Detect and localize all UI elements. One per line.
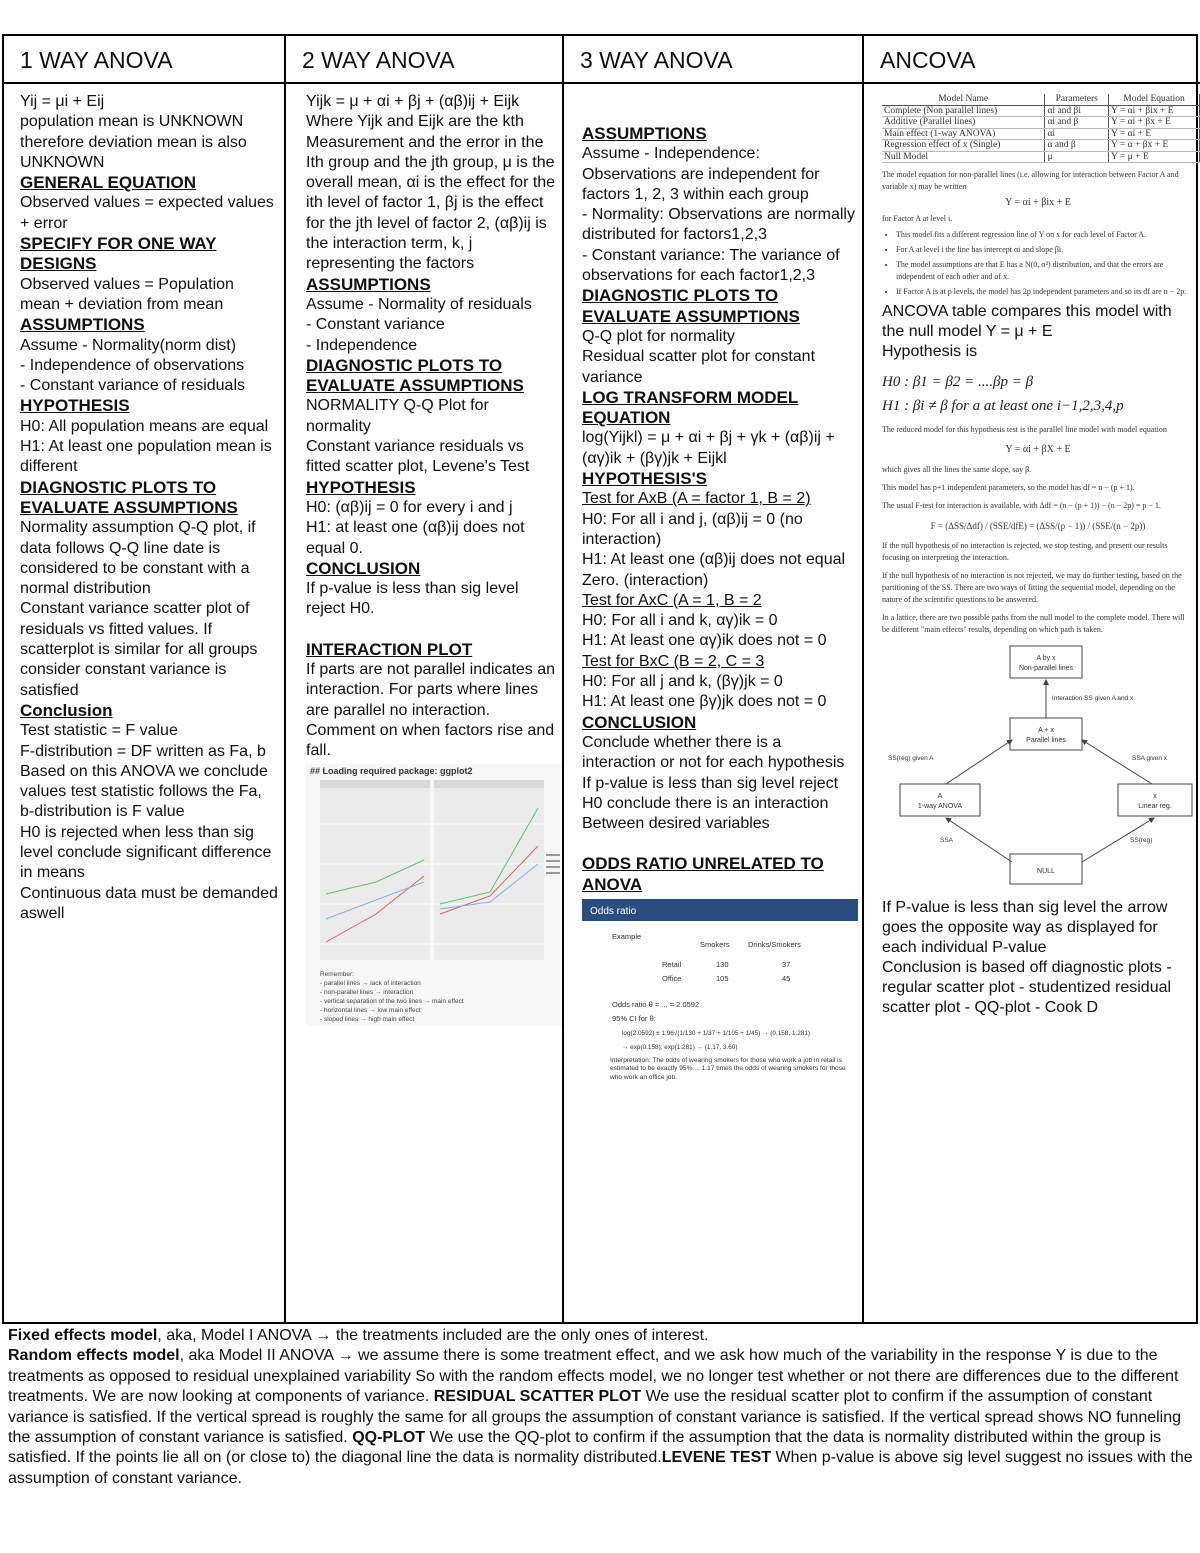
- section-heading: CONCLUSION: [306, 558, 421, 578]
- body-text: - Constant variance: The variance of observations for each factor1,2,3: [582, 246, 840, 285]
- body-text: Continuous data must be demanded aswell: [20, 884, 278, 922]
- edge-label: SSA: [940, 837, 954, 844]
- footer-term: LEVENE TEST: [661, 1449, 772, 1467]
- footer-text: We use the residual scatter plot to confirm if the assumption of constant variance is satisfied. If the vertical spread is roughly the same for all groups the assumption of constant variance is satisfied. If the vertical spread shows NO funneling the assumption of constant variance is satisfied.: [8, 1388, 1182, 1447]
- table-cell: Y = μ + E: [1109, 151, 1200, 163]
- null-hypothesis: H0 : β1 = β2 = ....βp = β: [882, 374, 1034, 390]
- column-three-way-anova: [564, 36, 864, 1322]
- body-text: If p-value is less than sig level reject H0.: [306, 580, 519, 618]
- edge-label: Interaction SS given A and x: [1052, 695, 1134, 702]
- footer-term: Random effects model: [8, 1347, 180, 1365]
- assumption-bullet: • For A at level i the line has intercept αi and slope βi.: [896, 244, 1194, 256]
- body-text: Q-Q plot for normality: [582, 327, 735, 345]
- odds-interpretation: Interpretation: The odds of wearing smokers for those who work a job in retail is estimated to be exactly 95% ... 1.17 times the odds of wearing smokers for those who work an office job.: [610, 1056, 846, 1081]
- node-right: [1118, 784, 1192, 816]
- equation: Y = αi + βix + E: [1005, 197, 1071, 208]
- section-heading: HYPOTHESIS'S: [582, 469, 707, 489]
- section-heading: DIAGNOSTIC PLOTS TO EVALUATE ASSUMPTIONS: [306, 355, 524, 396]
- body-text: If parts are not parallel indicates an interaction. For parts where lines are parallel no interaction. Comment on when factors rise and fall.: [306, 661, 556, 760]
- body-text: H0: For all i and j, (αβ)ij = 0 (no interaction): [582, 510, 803, 548]
- body-text: - Constant variance: [306, 316, 445, 334]
- section-heading: ASSUMPTIONS: [20, 315, 145, 335]
- body-text: Yij = μi + Eij: [20, 93, 105, 110]
- ancova-notes-image: [882, 94, 1194, 298]
- odds-cell: 37: [782, 959, 791, 969]
- column-body: [564, 84, 862, 1111]
- ancova-text: ANCOVA table compares this model with the null model Y = μ + E: [882, 303, 1172, 340]
- body-text: - Normality: Observations are normally distributed for factors1,2,3: [582, 206, 855, 244]
- footer-notes: [8, 1326, 1196, 1489]
- body-text: NORMALITY Q-Q Plot for normality: [306, 397, 489, 435]
- column-two-way-anova: [286, 36, 564, 1322]
- test-label: Test for BxC (B = 2, C = 3: [582, 652, 765, 670]
- table-cell: Main effect (1-way ANOVA): [882, 128, 1045, 140]
- interaction-plot-figure: [306, 764, 564, 1026]
- odds-ci-line: log(2.0592) ± 1.96√(1/130 + 1/37 + 1/105 + 1/45) → (0.158, 1.281): [622, 1029, 811, 1037]
- body-text: H0: For all j and k, (βγ)jk = 0: [582, 673, 783, 691]
- table-row: [882, 140, 1200, 152]
- section-heading: HYPOTHESIS: [20, 396, 130, 416]
- column-body: [286, 84, 562, 1026]
- body-text: H0: All population means are equal: [20, 417, 269, 435]
- section-heading: INTERACTION PLOT: [306, 639, 473, 659]
- table-cell: Y = α + βx + E: [1109, 140, 1200, 152]
- interaction-plot: [306, 764, 564, 1026]
- edge-label: SS(reg) given A: [888, 755, 934, 762]
- para-not-rejected: If the null hypothesis of no interaction is not rejected, we may do further testing, based on the partitioning of the SS. There are two ways of fitting the sequential model, depending on the nature of the scientific questions to be answered.: [882, 571, 1182, 604]
- para-reduced: The reduced model for this hypothesis test is the parallel line model with model equation: [882, 425, 1167, 434]
- table-cell: Regression effect of x (Single): [882, 140, 1045, 152]
- node-top: [1010, 646, 1082, 678]
- figure-caption-line: - non-parallel lines → interaction: [320, 988, 414, 996]
- para-df: This model has p+1 independent parameters, so the model has df = n − (p + 1).: [882, 483, 1135, 492]
- odds-col2: Drinks/Smokers: [748, 939, 801, 949]
- node-label: A + x: [1038, 727, 1054, 734]
- odds-header: Odds ratio: [590, 905, 637, 917]
- odds-cell: Retail: [662, 959, 682, 969]
- odds-example: Example: [612, 931, 642, 941]
- footer-text: , aka Model II ANOVA → we assume there is some treatment effect, and we ask how much of the variability in the response Y is due to the treatments as opposed to residual unexplained variability So with the random effects model, we no longer test whether or not there are differences due to the different treatments. We are now looking at components of variance.: [8, 1347, 1179, 1406]
- table-cell: μ: [1045, 151, 1109, 163]
- table-cell: α and β: [1045, 140, 1109, 152]
- body-text: population mean is UNKNOWN therefore deviation mean is also UNKNOWN: [20, 113, 247, 171]
- figure-caption-line: - horizontal lines → low main effect: [320, 1006, 421, 1014]
- body-text: Observed values = expected values + error: [20, 194, 274, 232]
- body-text: H1: At least one (αβ)ij does not equal Zero. (interaction): [582, 551, 846, 589]
- section-heading: CONCLUSION: [582, 712, 697, 732]
- table-header-cell: Model Name: [882, 94, 1045, 105]
- edge-label: SSA given x: [1132, 755, 1168, 762]
- column-ancova: [864, 36, 1200, 1322]
- node-label: x: [1153, 793, 1157, 800]
- para-ftest: The usual F-test for interaction is available, with Δdf = (n − (p + 1)) − (n − 2p) = p − 1.: [882, 501, 1161, 510]
- para-model-eq: The model equation for non-parallel lines (i.e. allowing for interaction between Factor A and variable x) may be written: [882, 170, 1179, 191]
- column-lines: [306, 92, 556, 762]
- table-cell: αi and βi: [1045, 105, 1109, 117]
- node-label: Parallel lines: [1026, 737, 1066, 744]
- body-text: Constant variance scatter plot of residuals vs fitted values. If scatterplot is similar for all groups consider constant variance is satisfied: [20, 600, 258, 699]
- body-text: H1: At least one population mean is different: [20, 438, 272, 476]
- node-label: A by x: [1036, 655, 1056, 662]
- body-text: F-distribution = DF written as Fa, b: [20, 742, 266, 760]
- body-text: H0: For all i and k, αγ)ik = 0: [582, 612, 778, 630]
- column-lines: [582, 124, 856, 895]
- section-heading: ASSUMPTIONS: [582, 124, 707, 143]
- table-cell: αi: [1045, 128, 1109, 140]
- odds-ci-line: 95% CI for θ:: [612, 1013, 656, 1023]
- body-text: Assume - Normality of residuals: [306, 295, 532, 313]
- para-slope: which gives all the lines the same slope, say β.: [882, 465, 1032, 474]
- model-table: [882, 94, 1200, 163]
- section-heading: LOG TRANSFORM MODEL EQUATION: [582, 387, 799, 428]
- node-left: [900, 784, 980, 816]
- footer-term: Fixed effects model: [8, 1327, 158, 1344]
- footer-text: We use the QQ-plot to confirm if the assumption that the data is normality distributed within the group is satisfied. If the points lie all on (or close to) the diagonal line the data is normality distributed.: [8, 1429, 1162, 1467]
- section-heading: DIAGNOSTIC PLOTS TO EVALUATE ASSUMPTIONS: [582, 286, 800, 326]
- alt-hypothesis: H1 : βi ≠ β for a at least one i−1,2,3,4,p: [882, 398, 1124, 414]
- footer-text: , aka, Model I ANOVA → the treatments included are the only ones of interest.: [157, 1327, 709, 1344]
- figure-caption-line: - parallel lines → lack of interaction: [320, 979, 421, 987]
- table-header-cell: Parameters: [1045, 94, 1109, 105]
- node-label: NULL: [1037, 868, 1055, 875]
- body-text: H1: At least one αγ)ik does not = 0: [582, 632, 827, 650]
- figure-caption-line: - vertical separation of the two lines → main effect: [320, 997, 464, 1005]
- assumption-bullet: • The model assumptions are that E has a N(0, σ²) distribution, and that the errors are independent of each other and of x.: [896, 259, 1194, 283]
- column-title: ANCOVA: [864, 36, 1200, 84]
- body-text: Based on this ANOVA we conclude values test statistic follows the Fa, b-distribution is F value: [20, 762, 268, 821]
- odds-cell: 130: [716, 959, 729, 969]
- para-level: for Factor A at level i.: [882, 214, 953, 223]
- equation: Y = αi + βX + E: [1005, 444, 1071, 455]
- node-label: Linear reg.: [1138, 803, 1172, 810]
- assumption-bullets: [882, 229, 1194, 298]
- ancova-text: If P-value is less than sig level the arrow goes the opposite way as displayed for each individual P-value: [882, 899, 1168, 957]
- odds-col1: Smokers: [700, 939, 730, 949]
- odds-cell: 105: [716, 973, 729, 983]
- body-text: Observed values = Population mean + deviation from mean: [20, 275, 234, 313]
- table-cell: Complete (Non parallel lines): [882, 105, 1045, 117]
- lattice-diagram: [882, 640, 1198, 890]
- test-label: Test for AxC (A = 1, B = 2: [582, 591, 762, 609]
- table-cell: Additive (Parallel lines): [882, 117, 1045, 129]
- body-text: Residual scatter plot for constant variance: [582, 348, 816, 386]
- body-text: Constant variance residuals vs fitted scatter plot, Levene's Test: [306, 438, 530, 476]
- odds-ratio-slide: [582, 899, 858, 1111]
- panel-right: [434, 780, 544, 960]
- table-header-cell: Model Equation: [1109, 94, 1200, 105]
- body-text: Test statistic = F value: [20, 722, 178, 740]
- table-row: [882, 105, 1200, 117]
- spacer: [582, 834, 856, 854]
- body-text: Where Yijk and Eijk are the kth Measurement and the error in the Ith group and the jth group, μ is the overall mean, αi is the effect for the ith level of factor 1, βj is the effect for the jth level of factor 2, (αβ)ij is the interaction term, k, j representing the factors: [306, 113, 556, 273]
- figure-caption-line: - sloped lines → high main effect: [320, 1015, 415, 1023]
- node-mid: [1010, 718, 1082, 750]
- body-text: H0 is rejected when less than sig level conclude significant difference in means: [20, 823, 272, 882]
- node-label: A: [937, 793, 943, 800]
- table-cell: Null Model: [882, 151, 1045, 163]
- table-cell: Y = αi + E: [1109, 128, 1200, 140]
- figure-caption-line: Remember:: [320, 970, 354, 978]
- odds-cell: 45: [782, 973, 791, 983]
- node-label: 1-way ANOVA: [917, 803, 963, 810]
- table-row: [882, 117, 1200, 129]
- section-heading: SPECIFY FOR ONE WAY DESIGNS: [20, 234, 217, 274]
- body-text: H1: At least one βγ)jk does not = 0: [582, 693, 827, 711]
- body-text: - Independence: [306, 336, 418, 354]
- test-label: Test for AxB (A = factor 1, B = 2): [582, 490, 811, 508]
- body-text: H1: at least one (αβ)ij does not equal 0.: [306, 519, 525, 557]
- odds-cell: Office: [662, 973, 682, 983]
- column-body: [864, 84, 1200, 1018]
- column-title: 3 WAY ANOVA: [564, 36, 862, 84]
- body-text: Assume - Normality(norm dist): [20, 336, 237, 354]
- body-text: log(Yijkl) = μ + αi + βj + γk + (αβ)ij + (αγ)ik + (βγ)jk + Eijkl: [582, 429, 835, 467]
- spacer: [306, 620, 556, 640]
- para-rejected: If the null hypothesis of no interaction is rejected, we stop testing, and present our results focusing on interpreting the interaction.: [882, 541, 1168, 562]
- column-title: 2 WAY ANOVA: [286, 36, 562, 84]
- panel-left: [320, 780, 430, 960]
- section-heading: GENERAL EQUATION: [20, 173, 196, 193]
- section-heading: Conclusion: [20, 700, 113, 720]
- table-row: [882, 151, 1200, 163]
- body-text: Yijk = μ + αi + βj + (αβ)ij + Eijk: [306, 93, 520, 110]
- figure-title: ## Loading required package: ggplot2: [310, 765, 473, 776]
- body-text: H0: (αβ)ij = 0 for every i and j: [306, 498, 513, 516]
- body-text: - Independence of observations: [20, 356, 245, 374]
- body-text: Conclude whether there is a interaction or not for each hypothesis If p-value is less than sig level reject H0 conclude there is an interaction Between desired variables: [582, 733, 845, 833]
- equation: F = (ΔSS/Δdf) / (SSE/dfE) = (ΔSS/(p − 1)) / (SSE/(n − 2p)): [930, 521, 1146, 531]
- para-lattice: In a lattice, there are two possible paths from the null model to the complete model. There will be different "main effects" results, depending on which path is taken.: [882, 613, 1185, 634]
- footer-text: When p-value is above sig level suggest no issues with the assumption of constant variance.: [8, 1449, 1193, 1487]
- table-cell: Y = αi + βix + E: [1109, 105, 1200, 117]
- cheat-sheet: [2, 34, 1198, 1324]
- odds-ratio-figure: [582, 899, 858, 1111]
- body-text: - Constant variance of residuals: [20, 377, 245, 395]
- ancova-text: Conclusion is based off diagnostic plots - regular scatter plot - studentized residual scatter plot - QQ-plot - Cook D: [882, 959, 1172, 1017]
- section-heading: HYPOTHESIS: [306, 477, 416, 497]
- table-cell: αi and β: [1045, 117, 1109, 129]
- section-heading: DIAGNOSTIC PLOTS TO EVALUATE ASSUMPTIONS: [20, 477, 238, 517]
- footer-term: RESIDUAL SCATTER PLOT: [433, 1388, 642, 1406]
- table-row: [882, 128, 1200, 140]
- odds-ratio-line: Odds ratio θ = ... = 2.0592: [612, 999, 700, 1009]
- assumption-bullet: • This model fits a different regression line of Y on x for each level of Factor A.: [896, 229, 1194, 241]
- node-label: Non-parallel lines: [1018, 665, 1074, 672]
- table-cell: Y = αi + βx + E: [1109, 117, 1200, 129]
- body-text: Normality assumption Q-Q plot, if data follows Q-Q line date is considered to be constant with a normal distribution: [20, 519, 256, 598]
- odds-ci-line: → exp(0.158), exp(1.281) → (1.17, 3.60): [622, 1043, 738, 1051]
- body-text: Assume - Independence: Observations are independent for factors 1, 2, 3 within each group: [582, 145, 820, 203]
- column-title: 1 WAY ANOVA: [4, 36, 284, 84]
- column-body: [4, 84, 284, 924]
- assumption-bullet: • If Factor A is at p levels, the model has 2p independent parameters and so its df are n − 2p.: [896, 286, 1194, 298]
- edge-label: SS(reg): [1130, 837, 1153, 844]
- footer-term: QQ-PLOT: [352, 1429, 426, 1447]
- column-one-way-anova: [4, 36, 286, 1322]
- section-heading: ODDS RATIO UNRELATED TO ANOVA: [582, 854, 824, 894]
- ancova-text: Hypothesis is: [882, 343, 978, 360]
- section-heading: ASSUMPTIONS: [306, 274, 431, 294]
